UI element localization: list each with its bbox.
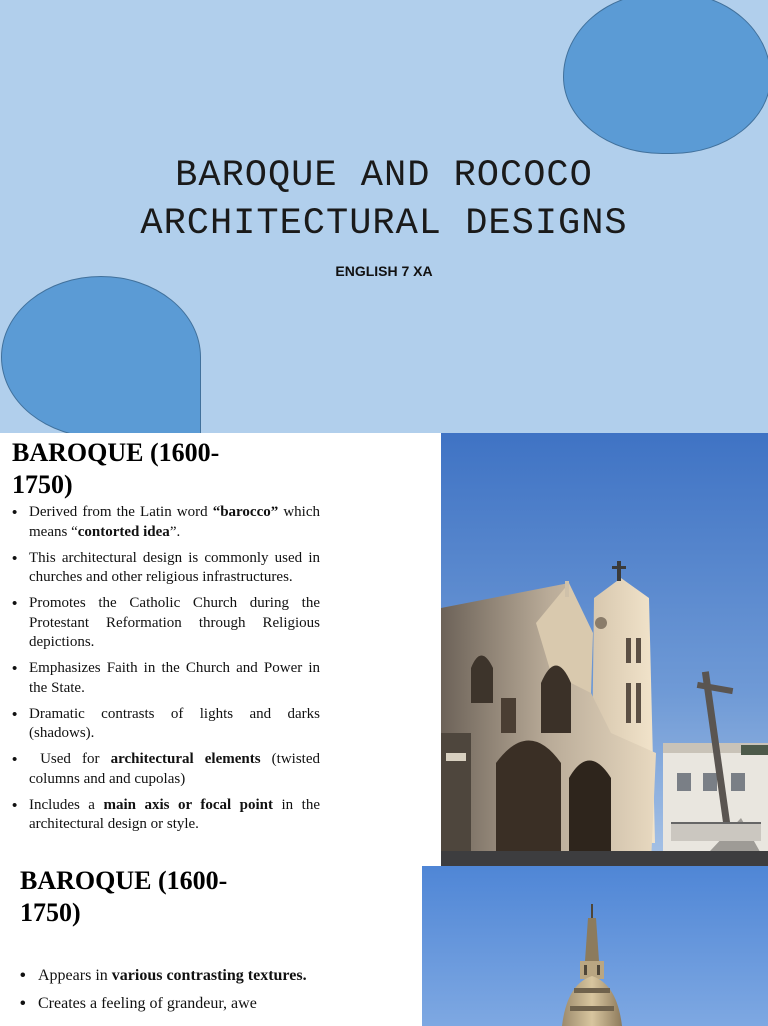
- bullet-item: • Derived from the Latin word “barocco” which means “contorted idea”.: [12, 503, 320, 542]
- bullet-list-2: [20, 966, 350, 1022]
- slide-subtitle: ENGLISH 7 XA: [335, 263, 433, 279]
- bullet-item: • Creates a feeling of grandeur, awe: [20, 994, 350, 1014]
- bullet-item: • Appears in various contrasting textures.: [20, 966, 350, 986]
- bullet-item: • This architectural design is commonly used in churches and other religious infrastructures.: [12, 549, 320, 588]
- bullet-item: • Emphasizes Faith in the Church and Power in the State.: [12, 659, 320, 698]
- bullet-item: • Dramatic contrasts of lights and darks (shadows).: [12, 705, 320, 744]
- title-slide: [0, 0, 768, 433]
- decorative-circle-top-right: [563, 0, 768, 154]
- section-heading-2: BAROQUE (1600-1750): [20, 866, 228, 927]
- section-heading: BAROQUE (1600-1750): [12, 438, 220, 499]
- title-line-1: BAROQUE AND ROCOCO: [175, 155, 593, 197]
- title-line-2: ARCHITECTURAL DESIGNS: [140, 203, 628, 245]
- bullet-item: • Used for architectural elements (twisted columns and and cupolas): [12, 750, 320, 789]
- baroque-slide: [0, 433, 768, 866]
- bullet-list: [12, 503, 320, 841]
- bullet-item: • Includes a main axis or focal point in the architectural design or style.: [12, 796, 320, 835]
- dome-spire-photo: [422, 866, 768, 1026]
- bullet-item: • Promotes the Catholic Church during the Protestant Reformation through Religious depictions.: [12, 594, 320, 653]
- church-facade-photo: [441, 433, 768, 866]
- slide-title: [0, 152, 768, 248]
- decorative-circle-bottom-left: [1, 276, 201, 433]
